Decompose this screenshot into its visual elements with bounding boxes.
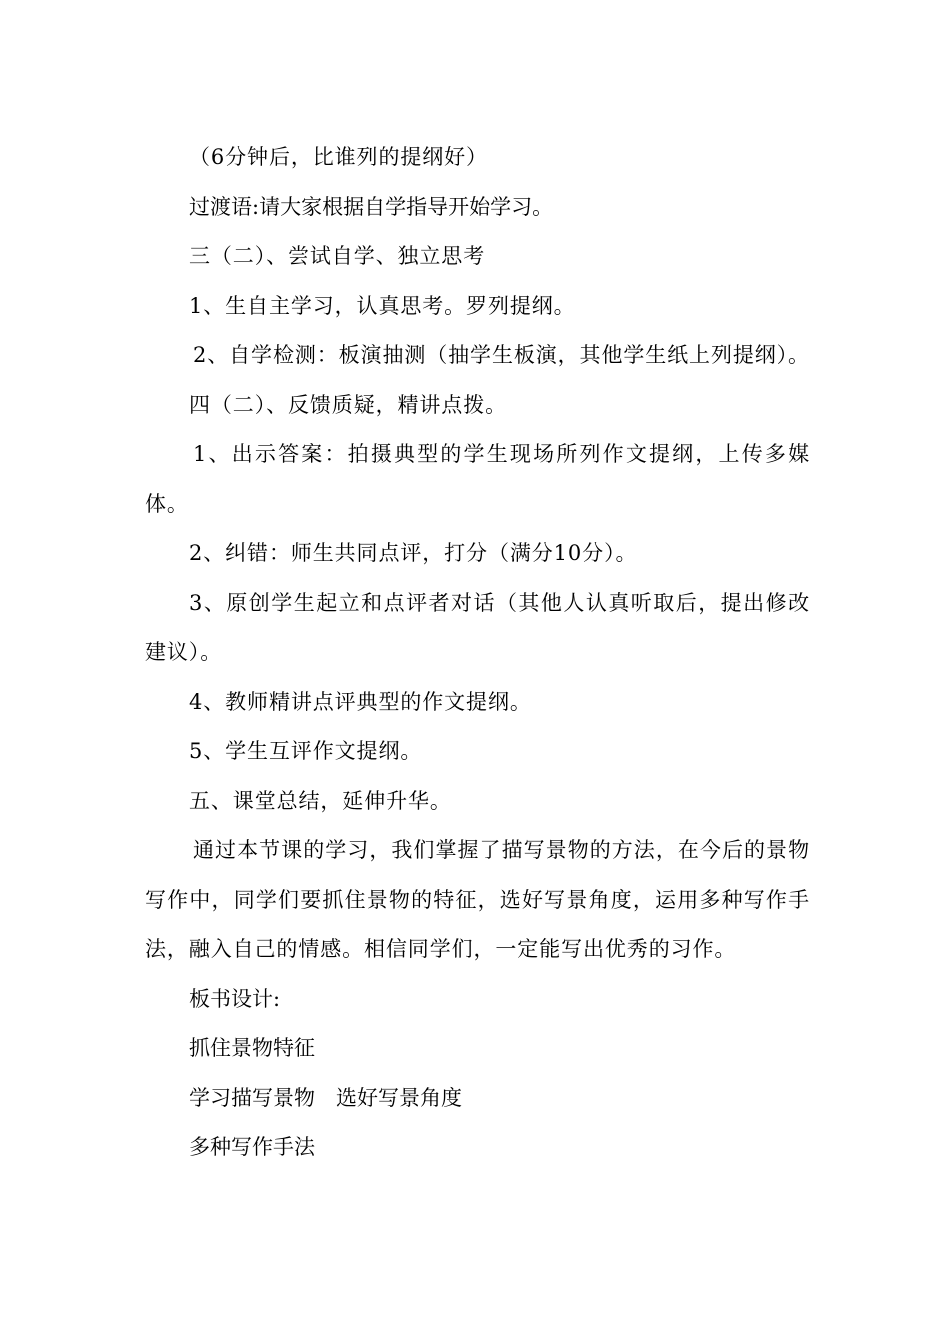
paragraph-note: （6分钟后，比谁列的提纲好）	[189, 145, 488, 169]
section-heading-4-2: 四（二）、反馈质疑，精讲点拨。	[189, 392, 507, 417]
board-design-line: 学习描写景物 选好写景角度	[189, 1085, 462, 1110]
list-item: 1、生自主学习，认真思考。罗列提纲。	[189, 293, 576, 318]
list-item: 3、原创学生起立和点评者对话（其他人认真听取后，提出修改建议）。	[145, 590, 810, 664]
paragraph-transition: 过渡语:请大家根据自学指导开始学习。	[189, 194, 554, 219]
list-item: 1、出示答案：拍摄典型的学生现场所列作文提纲，上传多媒体。	[145, 442, 810, 516]
summary-paragraph: 通过本节课的学习，我们掌握了描写景物的方法，在今后的景物写作中，同学们要抓住景物的特征，选好写景角度，运用多种写作手法，融入自己的情感。相信同学们，一定能写出优秀的习作。	[145, 838, 810, 961]
section-heading-5: 五、课堂总结，延伸升华。	[189, 788, 452, 813]
list-item: 2、自学检测：板演抽测（抽学生板演，其他学生纸上列提纲）。	[193, 343, 810, 367]
section-heading-3-2: 三（二）、尝试自学、独立思考	[189, 244, 486, 268]
document-body	[145, 133, 810, 1173]
list-item: 4、教师精讲点评典型的作文提纲。	[189, 689, 532, 714]
board-design-line: 多种写作手法	[189, 1135, 315, 1159]
board-design-line: 抓住景物特征	[189, 1036, 315, 1060]
list-item: 2、纠错：师生共同点评，打分（满分10分）。	[189, 541, 638, 565]
board-design-heading: 板书设计:	[189, 986, 281, 1011]
list-item: 5、学生互评作文提纲。	[189, 739, 423, 763]
